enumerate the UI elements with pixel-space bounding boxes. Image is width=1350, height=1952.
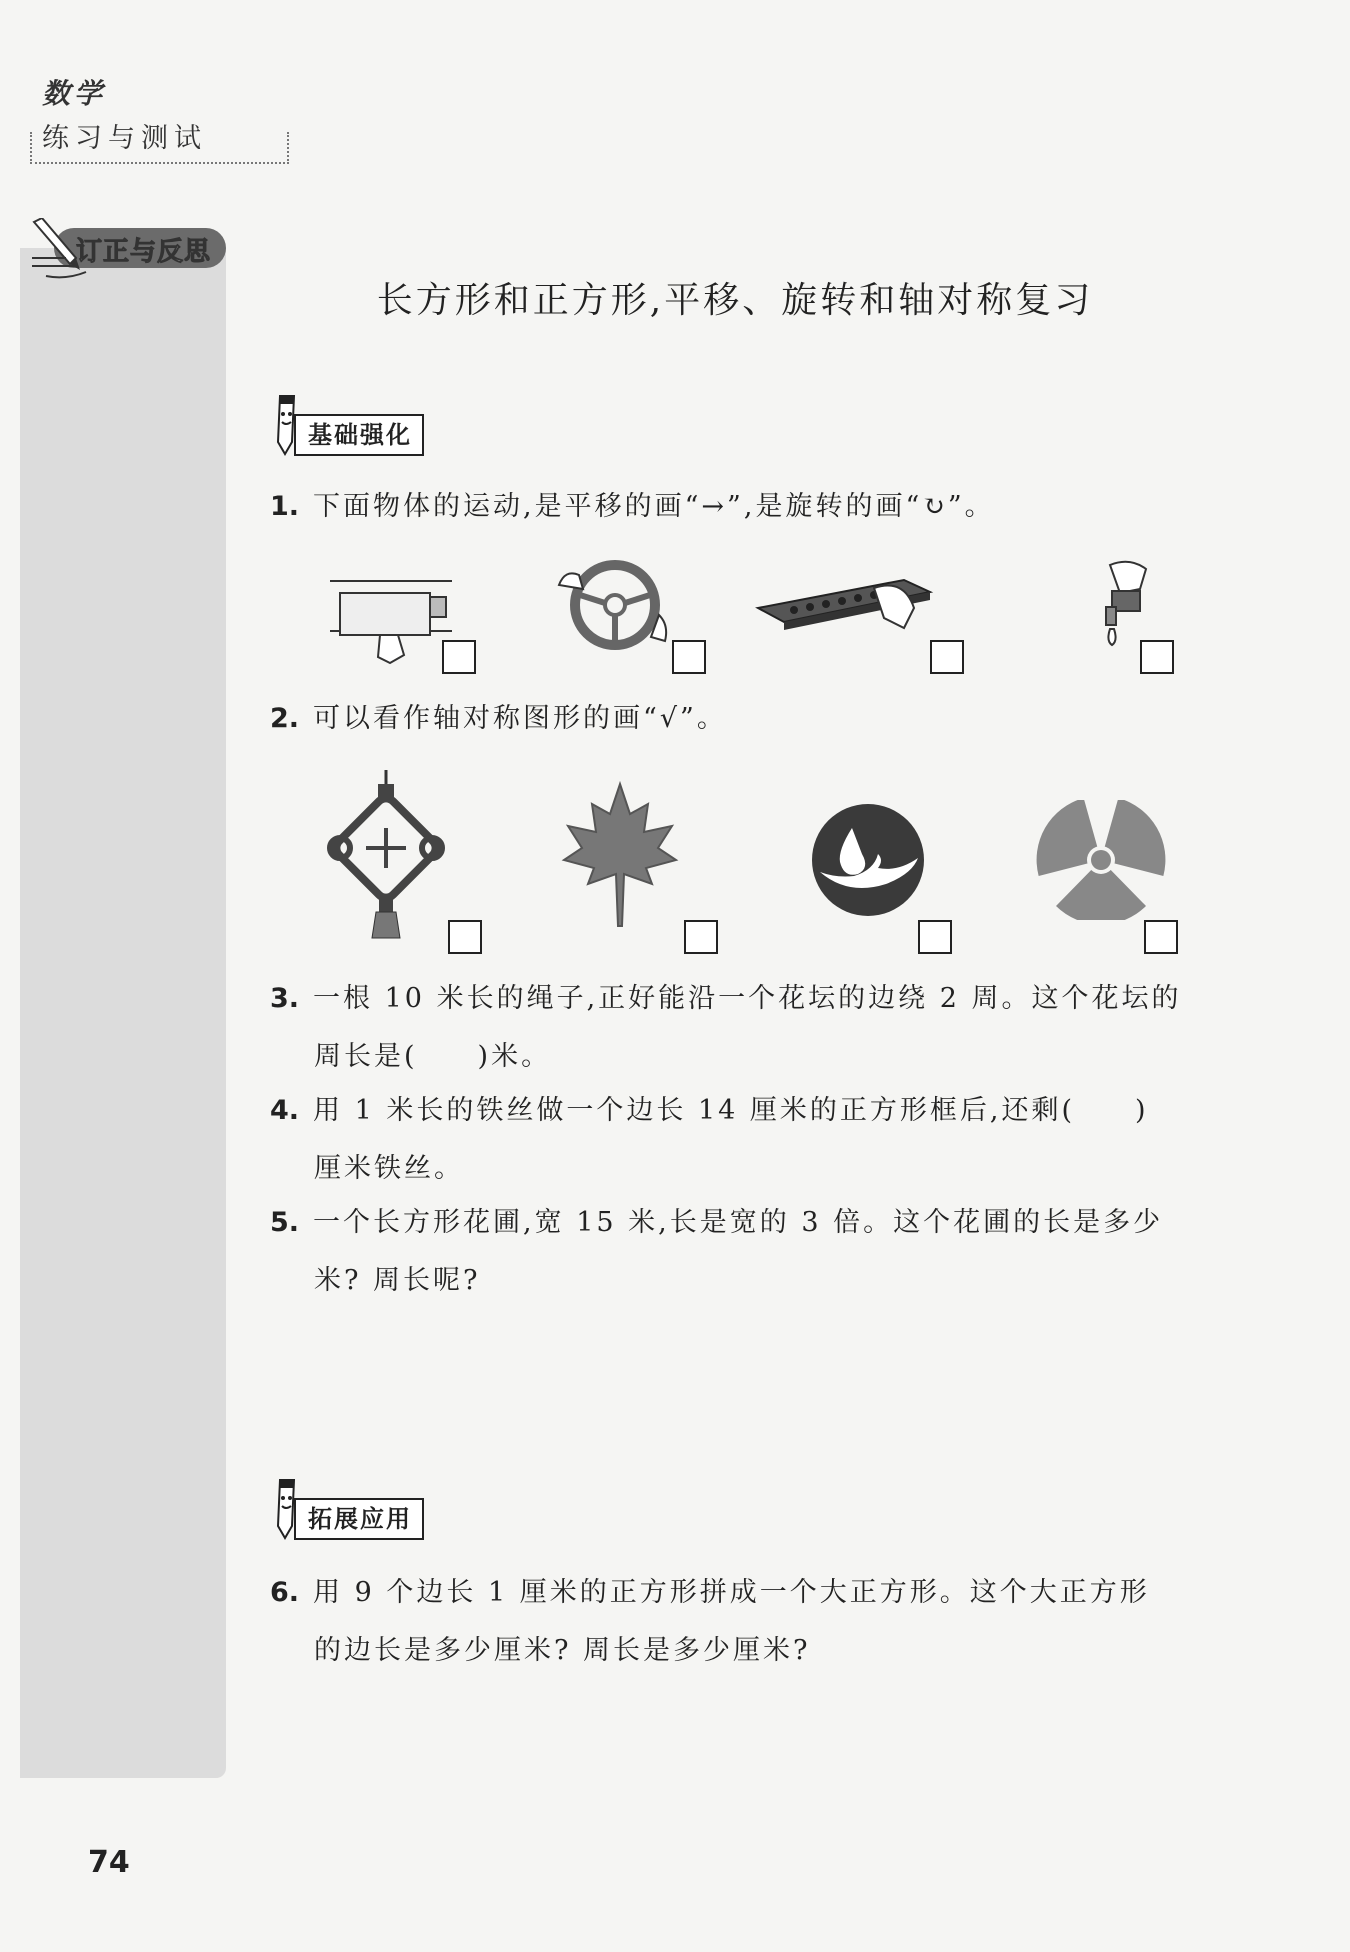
question-3-line1: 一根 10 米长的绳子,正好能沿一个花坛的边绕 2 周。这个花坛的 [313,983,1182,1014]
question-3-line2: 周长是( )米。 [314,1041,552,1072]
answer-box-1b[interactable] [672,640,706,674]
question-5 [270,1200,1163,1239]
abacus-image [754,568,934,658]
question-4-line1: 用 1 米长的铁丝做一个边长 14 厘米的正方形框后,还剩( ) [313,1095,1149,1126]
question-4 [270,1088,1149,1127]
question-1 [270,484,995,523]
question-6-line2: 的边长是多少厘米? 周长是多少厘米? [314,1635,811,1666]
header-subject: 数学 [42,77,107,110]
question-6-line1: 用 9 个边长 1 厘米的正方形拼成一个大正方形。这个大正方形 [313,1577,1150,1608]
question-1-text: 下面物体的运动,是平移的画“→”,是旋转的画“↻”。 [313,491,995,522]
answer-box-2a[interactable] [448,920,482,954]
correction-sidebar [20,248,226,1778]
section-extension-label: 拓展应用 [294,1498,424,1540]
maple-leaf-image [560,780,680,930]
question-6 [270,1570,1150,1609]
sidebar-label: 订正与反思 [76,237,212,267]
chinese-knot-image [326,770,446,940]
question-3 [270,976,1182,1015]
answer-box-2d[interactable] [1144,920,1178,954]
header-book-title: 练习与测试 [42,123,207,154]
page-number: 74 [88,1845,130,1880]
question-4-line2: 厘米铁丝。 [314,1153,464,1184]
water-drop-logo-image [808,800,928,920]
answer-box-1c[interactable] [930,640,964,674]
radiation-symbol-image [1036,800,1166,920]
question-3-number: 3. [270,983,300,1014]
answer-box-1a[interactable] [442,640,476,674]
question-5-number: 5. [270,1207,300,1238]
question-4-number: 4. [270,1095,300,1126]
answer-box-2c[interactable] [918,920,952,954]
page-title: 长方形和正方形,平移、旋转和轴对称复习 [376,280,1094,321]
answer-box-2b[interactable] [684,920,718,954]
question-5-line2: 米? 周长呢? [314,1265,481,1296]
question-2-text: 可以看作轴对称图形的画“√”。 [313,703,727,734]
section-basic-label: 基础强化 [294,414,424,456]
steering-wheel-image [555,555,675,655]
question-6-number: 6. [270,1577,300,1608]
question-1-number: 1. [270,491,300,522]
question-5-line1: 一个长方形花圃,宽 15 米,长是宽的 3 倍。这个花圃的长是多少 [313,1207,1164,1238]
drawer-push-image [320,575,460,665]
question-2-number: 2. [270,703,300,734]
answer-box-1d[interactable] [1140,640,1174,674]
header-dotted-frame [30,132,289,164]
question-2 [270,696,727,735]
